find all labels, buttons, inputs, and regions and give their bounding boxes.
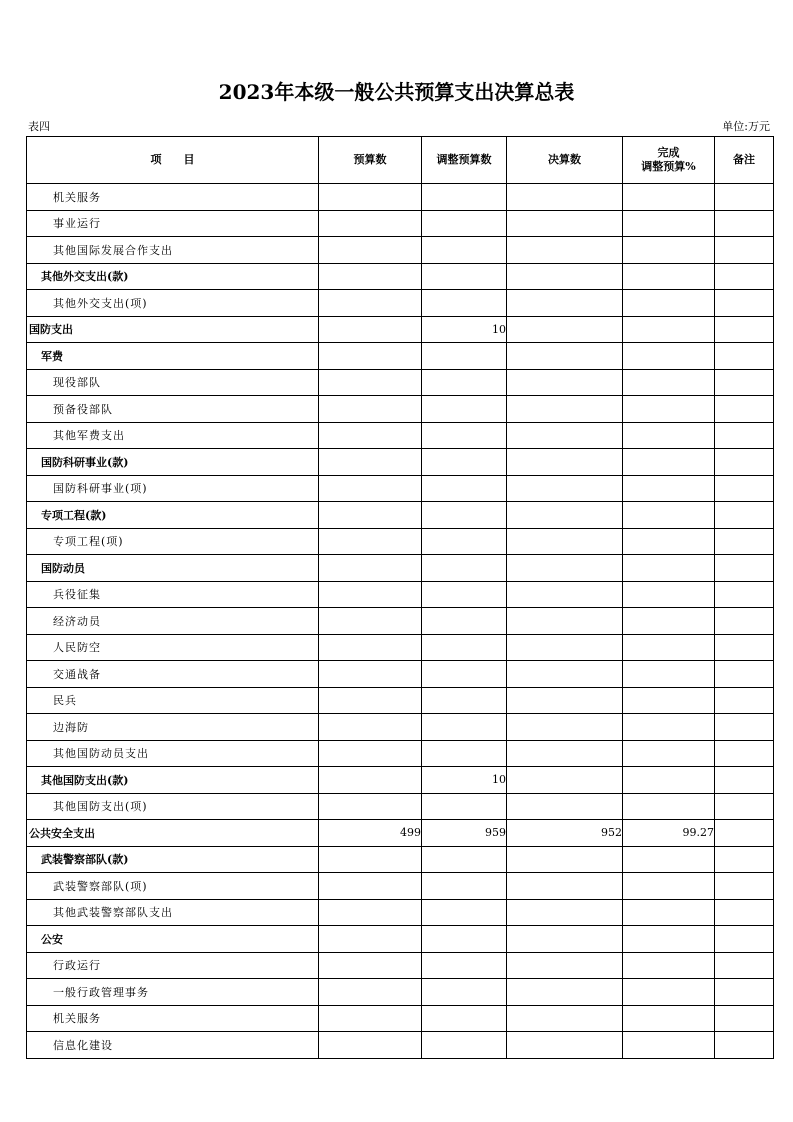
table-row — [27, 316, 774, 343]
completion-cell — [623, 846, 715, 873]
final-account-cell — [507, 263, 623, 290]
table-row — [27, 714, 774, 741]
remark-cell — [715, 396, 774, 423]
remark-cell — [715, 263, 774, 290]
completion-cell — [623, 767, 715, 794]
item-name: 专项工程(项) — [27, 528, 319, 555]
completion-cell — [623, 343, 715, 370]
table-row — [27, 661, 774, 688]
header-remark: 备注 — [715, 137, 774, 184]
completion-cell — [623, 740, 715, 767]
header-completion-line2: 调整预算% — [641, 160, 696, 173]
budget-cell — [319, 449, 422, 476]
header-item: 项 目 — [27, 137, 319, 184]
item-name: 兵役征集 — [27, 581, 319, 608]
budget-cell — [319, 184, 422, 211]
remark-cell — [715, 873, 774, 900]
remark-cell — [715, 1032, 774, 1059]
final-account-cell — [507, 634, 623, 661]
completion-cell — [623, 528, 715, 555]
table-number: 表四 — [28, 120, 50, 133]
item-name: 机关服务 — [27, 184, 319, 211]
remark-cell — [715, 820, 774, 847]
header-budget: 预算数 — [319, 137, 422, 184]
remark-cell — [715, 184, 774, 211]
budget-cell — [319, 661, 422, 688]
budget-cell — [319, 263, 422, 290]
remark-cell — [715, 475, 774, 502]
budget-cell — [319, 1032, 422, 1059]
unit-label: 单位:万元 — [722, 120, 770, 133]
adjusted-budget-cell — [422, 210, 507, 237]
adjusted-budget-cell — [422, 422, 507, 449]
table-row — [27, 687, 774, 714]
remark-cell — [715, 449, 774, 476]
final-account-cell — [507, 422, 623, 449]
final-account-cell — [507, 873, 623, 900]
remark-cell — [715, 290, 774, 317]
budget-cell — [319, 343, 422, 370]
table-row — [27, 979, 774, 1006]
completion-cell — [623, 979, 715, 1006]
remark-cell — [715, 926, 774, 953]
adjusted-budget-cell — [422, 184, 507, 211]
budget-cell — [319, 899, 422, 926]
final-account-cell — [507, 316, 623, 343]
item-name: 民兵 — [27, 687, 319, 714]
header-completion — [623, 137, 715, 184]
table-row — [27, 952, 774, 979]
final-account-cell — [507, 290, 623, 317]
completion-cell — [623, 502, 715, 529]
remark-cell — [715, 634, 774, 661]
item-name: 信息化建设 — [27, 1032, 319, 1059]
adjusted-budget-cell — [422, 396, 507, 423]
item-name: 预备役部队 — [27, 396, 319, 423]
final-account-cell: 952 — [507, 820, 623, 847]
remark-cell — [715, 1005, 774, 1032]
completion-cell — [623, 581, 715, 608]
header-completion-line1: 完成 — [657, 146, 680, 159]
final-account-cell — [507, 899, 623, 926]
completion-cell — [623, 210, 715, 237]
table-header-row — [27, 137, 774, 184]
table-row — [27, 899, 774, 926]
expenditure-table — [26, 136, 774, 1059]
table-row — [27, 1032, 774, 1059]
adjusted-budget-cell — [422, 1032, 507, 1059]
final-account-cell — [507, 475, 623, 502]
remark-cell — [715, 502, 774, 529]
budget-cell — [319, 634, 422, 661]
item-name: 其他国防支出(项) — [27, 793, 319, 820]
table-row — [27, 290, 774, 317]
item-name: 行政运行 — [27, 952, 319, 979]
budget-cell: 499 — [319, 820, 422, 847]
budget-cell — [319, 210, 422, 237]
completion-cell — [623, 184, 715, 211]
adjusted-budget-cell — [422, 846, 507, 873]
completion-cell — [623, 1032, 715, 1059]
adjusted-budget-cell — [422, 740, 507, 767]
item-name: 其他军费支出 — [27, 422, 319, 449]
adjusted-budget-cell — [422, 581, 507, 608]
budget-cell — [319, 926, 422, 953]
table-row — [27, 528, 774, 555]
completion-cell — [623, 449, 715, 476]
budget-cell — [319, 979, 422, 1006]
remark-cell — [715, 767, 774, 794]
budget-cell — [319, 767, 422, 794]
remark-cell — [715, 740, 774, 767]
budget-cell — [319, 687, 422, 714]
adjusted-budget-cell — [422, 608, 507, 635]
table-row — [27, 1005, 774, 1032]
item-name: 军费 — [27, 343, 319, 370]
adjusted-budget-cell — [422, 475, 507, 502]
final-account-cell — [507, 1032, 623, 1059]
completion-cell — [623, 634, 715, 661]
remark-cell — [715, 899, 774, 926]
table-row — [27, 740, 774, 767]
table-row — [27, 475, 774, 502]
table-body — [27, 184, 774, 1059]
remark-cell — [715, 581, 774, 608]
adjusted-budget-cell — [422, 237, 507, 264]
adjusted-budget-cell — [422, 343, 507, 370]
adjusted-budget-cell — [422, 634, 507, 661]
final-account-cell — [507, 581, 623, 608]
adjusted-budget-cell: 959 — [422, 820, 507, 847]
adjusted-budget-cell — [422, 555, 507, 582]
remark-cell — [715, 846, 774, 873]
remark-cell — [715, 714, 774, 741]
final-account-cell — [507, 396, 623, 423]
budget-cell — [319, 316, 422, 343]
adjusted-budget-cell: 10 — [422, 767, 507, 794]
final-account-cell — [507, 846, 623, 873]
budget-cell — [319, 237, 422, 264]
adjusted-budget-cell — [422, 449, 507, 476]
table-row — [27, 422, 774, 449]
adjusted-budget-cell — [422, 528, 507, 555]
final-account-cell — [507, 979, 623, 1006]
budget-cell — [319, 740, 422, 767]
table-row — [27, 263, 774, 290]
table-row — [27, 793, 774, 820]
table-row — [27, 502, 774, 529]
adjusted-budget-cell — [422, 290, 507, 317]
adjusted-budget-cell — [422, 502, 507, 529]
remark-cell — [715, 555, 774, 582]
completion-cell — [623, 873, 715, 900]
remark-cell — [715, 952, 774, 979]
final-account-cell — [507, 714, 623, 741]
completion-cell — [623, 608, 715, 635]
remark-cell — [715, 661, 774, 688]
item-name: 人民防空 — [27, 634, 319, 661]
completion-cell — [623, 1005, 715, 1032]
budget-cell — [319, 475, 422, 502]
remark-cell — [715, 528, 774, 555]
item-name: 一般行政管理事务 — [27, 979, 319, 1006]
remark-cell — [715, 210, 774, 237]
completion-cell — [623, 290, 715, 317]
completion-cell — [623, 714, 715, 741]
final-account-cell — [507, 793, 623, 820]
adjusted-budget-cell — [422, 899, 507, 926]
budget-cell — [319, 396, 422, 423]
remark-cell — [715, 793, 774, 820]
table-row — [27, 555, 774, 582]
final-account-cell — [507, 184, 623, 211]
item-name: 国防科研事业(项) — [27, 475, 319, 502]
budget-cell — [319, 714, 422, 741]
final-account-cell — [507, 237, 623, 264]
completion-cell — [623, 396, 715, 423]
final-account-cell — [507, 952, 623, 979]
budget-cell — [319, 555, 422, 582]
final-account-cell — [507, 369, 623, 396]
item-name: 边海防 — [27, 714, 319, 741]
final-account-cell — [507, 449, 623, 476]
table-row — [27, 926, 774, 953]
item-name: 武装警察部队(款) — [27, 846, 319, 873]
remark-cell — [715, 687, 774, 714]
page-title: 2023年本级一般公共预算支出决算总表 — [218, 80, 575, 104]
adjusted-budget-cell — [422, 926, 507, 953]
final-account-cell — [507, 555, 623, 582]
final-account-cell — [507, 687, 623, 714]
budget-cell — [319, 608, 422, 635]
table-row — [27, 820, 774, 847]
table-row — [27, 184, 774, 211]
header-adjusted-budget: 调整预算数 — [422, 137, 507, 184]
item-name: 武装警察部队(项) — [27, 873, 319, 900]
budget-cell — [319, 952, 422, 979]
item-name: 国防科研事业(款) — [27, 449, 319, 476]
final-account-cell — [507, 210, 623, 237]
completion-cell — [623, 555, 715, 582]
budget-cell — [319, 793, 422, 820]
item-name: 机关服务 — [27, 1005, 319, 1032]
final-account-cell — [507, 343, 623, 370]
completion-cell — [623, 422, 715, 449]
item-name: 其他武装警察部队支出 — [27, 899, 319, 926]
table-row — [27, 210, 774, 237]
budget-cell — [319, 873, 422, 900]
item-name: 事业运行 — [27, 210, 319, 237]
final-account-cell — [507, 502, 623, 529]
final-account-cell — [507, 926, 623, 953]
table-row — [27, 449, 774, 476]
budget-cell — [319, 528, 422, 555]
remark-cell — [715, 422, 774, 449]
budget-cell — [319, 502, 422, 529]
table-row — [27, 608, 774, 635]
item-name: 其他外交支出(款) — [27, 263, 319, 290]
completion-cell — [623, 316, 715, 343]
item-name: 经济动员 — [27, 608, 319, 635]
remark-cell — [715, 316, 774, 343]
budget-cell — [319, 290, 422, 317]
final-account-cell — [507, 608, 623, 635]
completion-cell — [623, 926, 715, 953]
remark-cell — [715, 237, 774, 264]
table-row — [27, 396, 774, 423]
adjusted-budget-cell: 10 — [422, 316, 507, 343]
item-name: 其他国防动员支出 — [27, 740, 319, 767]
budget-cell — [319, 1005, 422, 1032]
adjusted-budget-cell — [422, 793, 507, 820]
adjusted-budget-cell — [422, 714, 507, 741]
table-row — [27, 873, 774, 900]
budget-cell — [319, 581, 422, 608]
completion-cell — [623, 369, 715, 396]
completion-cell: 99.27 — [623, 820, 715, 847]
table-row — [27, 767, 774, 794]
adjusted-budget-cell — [422, 873, 507, 900]
completion-cell — [623, 263, 715, 290]
table-row — [27, 237, 774, 264]
final-account-cell — [507, 661, 623, 688]
completion-cell — [623, 661, 715, 688]
final-account-cell — [507, 528, 623, 555]
remark-cell — [715, 608, 774, 635]
completion-cell — [623, 899, 715, 926]
completion-cell — [623, 793, 715, 820]
adjusted-budget-cell — [422, 263, 507, 290]
final-account-cell — [507, 767, 623, 794]
table-row — [27, 634, 774, 661]
item-name: 其他国防支出(款) — [27, 767, 319, 794]
remark-cell — [715, 369, 774, 396]
adjusted-budget-cell — [422, 369, 507, 396]
table-row — [27, 846, 774, 873]
completion-cell — [623, 952, 715, 979]
adjusted-budget-cell — [422, 952, 507, 979]
item-name: 公安 — [27, 926, 319, 953]
adjusted-budget-cell — [422, 979, 507, 1006]
item-name: 交通战备 — [27, 661, 319, 688]
item-name: 其他国际发展合作支出 — [27, 237, 319, 264]
adjusted-budget-cell — [422, 661, 507, 688]
item-name: 公共安全支出 — [27, 820, 319, 847]
item-name: 专项工程(款) — [27, 502, 319, 529]
adjusted-budget-cell — [422, 1005, 507, 1032]
completion-cell — [623, 687, 715, 714]
item-name: 其他外交支出(项) — [27, 290, 319, 317]
header-final-account: 决算数 — [507, 137, 623, 184]
completion-cell — [623, 237, 715, 264]
final-account-cell — [507, 740, 623, 767]
final-account-cell — [507, 1005, 623, 1032]
adjusted-budget-cell — [422, 687, 507, 714]
table-row — [27, 343, 774, 370]
budget-cell — [319, 369, 422, 396]
item-name: 国防支出 — [27, 316, 319, 343]
completion-cell — [623, 475, 715, 502]
item-name: 国防动员 — [27, 555, 319, 582]
item-name: 现役部队 — [27, 369, 319, 396]
budget-cell — [319, 846, 422, 873]
table-row — [27, 581, 774, 608]
budget-cell — [319, 422, 422, 449]
remark-cell — [715, 979, 774, 1006]
table-row — [27, 369, 774, 396]
remark-cell — [715, 343, 774, 370]
